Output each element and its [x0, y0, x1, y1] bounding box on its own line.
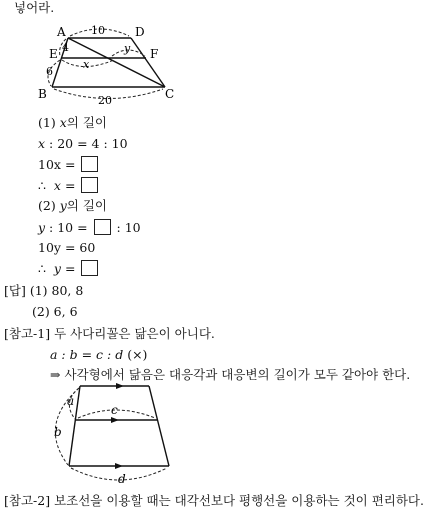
length-eb: 6 — [46, 65, 53, 78]
fig2-label-d: d — [118, 472, 126, 486]
header-text: 넣어라. — [14, 0, 55, 15]
label-a: A — [57, 25, 66, 39]
length-bc: 20 — [98, 94, 112, 107]
note1-ratio: a : b = c : d (×) — [50, 347, 148, 362]
part2-eq2: 10y = 60 — [38, 240, 96, 255]
part2-eq1: y : 10 = : 10 — [38, 220, 141, 235]
fig2-bottom-arrow — [115, 463, 123, 469]
part1-title: (1) x의 길이 — [38, 115, 107, 130]
label-d: D — [135, 25, 145, 39]
part1-eq1: x : 20 = 4 : 10 — [38, 136, 128, 151]
label-f: F — [150, 47, 159, 61]
part1-eq2: 10x = — [38, 156, 100, 173]
answer-line2: (2) 6, 6 — [32, 304, 78, 319]
label-c: C — [165, 87, 175, 101]
answer-line1: [답] (1) 80, 8 — [4, 283, 84, 298]
part1-eq3: ∴ x = — [38, 177, 100, 194]
part2-eq3: ∴ y = — [38, 260, 100, 277]
length-y: y — [124, 42, 131, 55]
fig2-right-side — [149, 386, 169, 466]
note1-label: [참고-1] — [4, 326, 51, 341]
fig2-middle-arrow — [111, 417, 119, 423]
length-ae: 4 — [62, 41, 69, 54]
note2-line: [참고-2] 보조선을 이용할 때는 대각선보다 평행선을 이용하는 것이 편리하다. — [4, 493, 424, 508]
part2-title: (2) y의 길이 — [38, 198, 107, 213]
fig2-top-arrow — [116, 383, 124, 389]
answer-label: [답] — [4, 283, 26, 298]
note1-explanation: ⇒ 사각형에서 닮음은 대응각과 대응변의 길이가 모두 같아야 한다. — [50, 367, 411, 382]
length-x: x — [83, 58, 90, 71]
fig2-label-b: b — [54, 425, 62, 439]
length-ad: 10 — [91, 24, 105, 37]
note1-line: [참고-1] 두 사다리꼴은 닮은이 아니다. — [4, 326, 215, 341]
label-b: B — [38, 87, 47, 101]
fig2-label-a: a — [67, 394, 75, 408]
note2-label: [참고-2] — [4, 493, 51, 508]
label-e: E — [49, 47, 58, 61]
fig2-label-c: c — [111, 403, 118, 417]
